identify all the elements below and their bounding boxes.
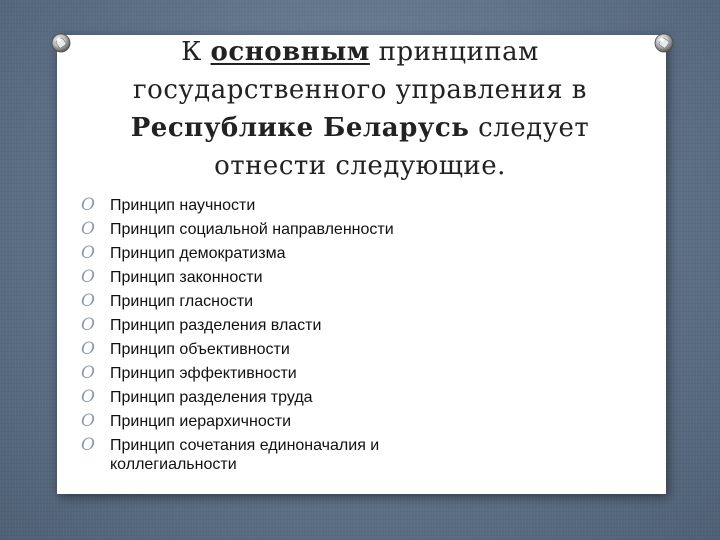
list-item xyxy=(80,313,480,337)
title-line1-rest: принципам xyxy=(369,37,539,67)
principle-text: Принцип разделения власти xyxy=(110,317,322,334)
title-country: Республике Беларусь xyxy=(130,113,470,143)
bullet-o-icon: O xyxy=(81,387,95,407)
principle-text: Принцип эффективности xyxy=(110,365,297,382)
list-item xyxy=(80,337,480,361)
list-item xyxy=(80,433,480,474)
bullet-o-icon: O xyxy=(81,435,95,455)
principle-text: Принцип сочетания единоначалия и коллегиальности xyxy=(110,437,380,473)
list-item xyxy=(80,265,480,289)
list-item xyxy=(80,385,480,409)
slide-title xyxy=(66,33,654,185)
list-item xyxy=(80,361,480,385)
bullet-o-icon: O xyxy=(81,363,95,383)
principle-text: Принцип разделения труда xyxy=(110,389,313,406)
list-item xyxy=(80,289,480,313)
title-prefix: К xyxy=(181,37,211,67)
title-line4: отнести следующие. xyxy=(214,151,506,181)
list-item xyxy=(80,409,480,433)
bullet-o-icon: O xyxy=(81,291,95,311)
title-line2: государственного управления в xyxy=(133,75,587,105)
principle-text: Принцип объективности xyxy=(110,341,290,358)
bullet-o-icon: O xyxy=(81,339,95,359)
bullet-o-icon: O xyxy=(81,195,95,215)
bullet-o-icon: O xyxy=(81,411,95,431)
principle-text: Принцип научности xyxy=(110,197,256,214)
list-item xyxy=(80,241,480,265)
bullet-o-icon: O xyxy=(81,219,95,239)
bullet-o-icon: O xyxy=(81,267,95,287)
principle-text: Принцип демократизма xyxy=(110,245,286,262)
pushpin-right-icon xyxy=(651,30,677,56)
title-line3-rest: следует xyxy=(469,113,590,143)
principle-text: Принцип законности xyxy=(110,269,263,286)
principle-text: Принцип иерархичности xyxy=(110,413,292,430)
principles-list xyxy=(80,193,480,474)
bullet-o-icon: O xyxy=(81,243,95,263)
list-item xyxy=(80,217,480,241)
title-keyword: основным xyxy=(210,37,370,67)
principle-text: Принцип социальной направленности xyxy=(110,221,394,238)
principle-text: Принцип гласности xyxy=(110,293,254,310)
bullet-o-icon: O xyxy=(81,315,95,335)
list-item xyxy=(80,193,480,217)
